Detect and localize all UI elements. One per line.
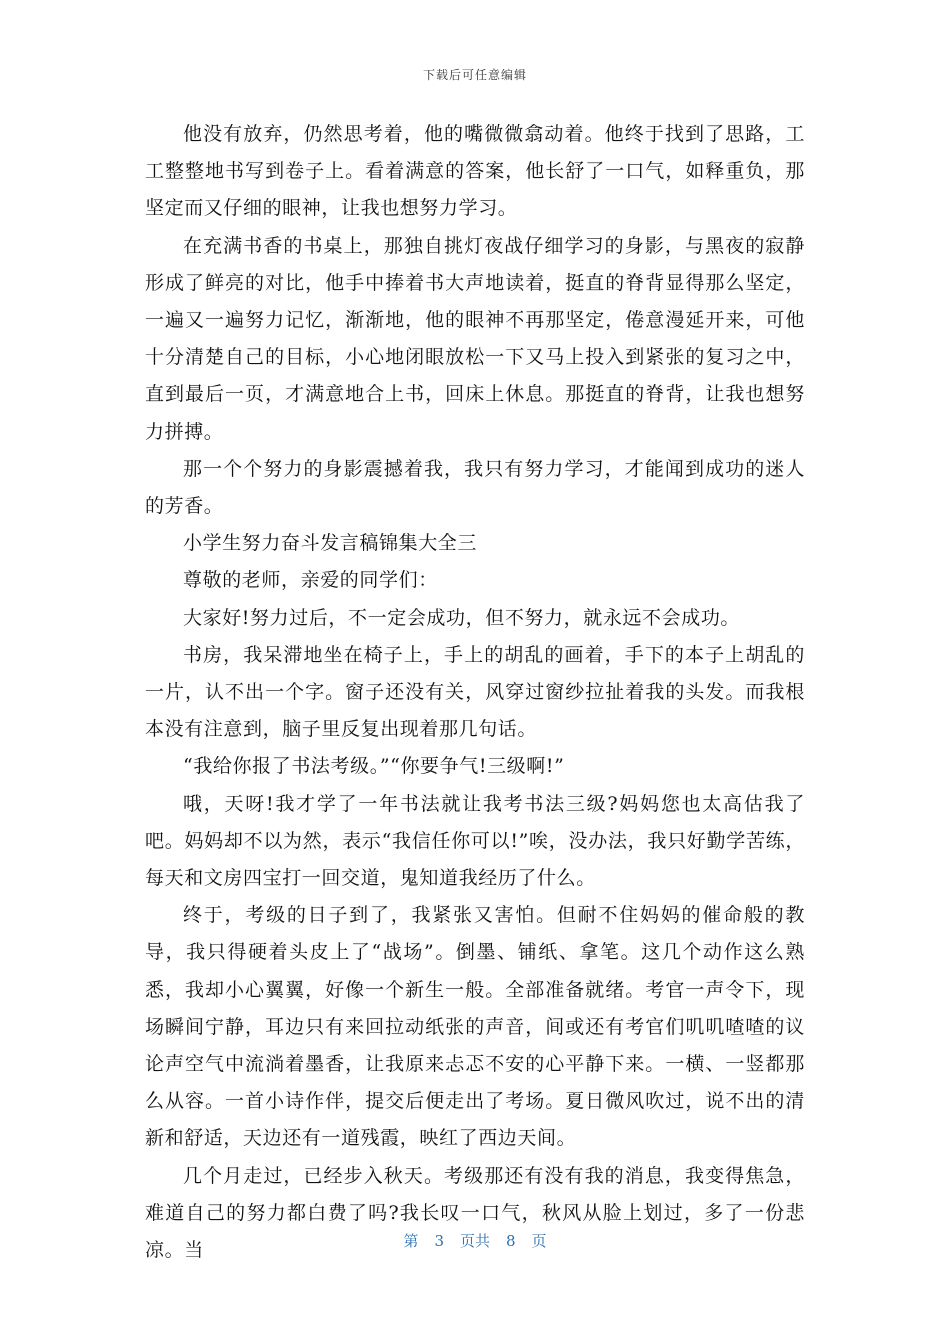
footer-middle: 页共 bbox=[459, 1232, 490, 1250]
paragraph: 几个月走过，已经步入秋天。考级那还有没有我的消息，我变得焦急，难道自己的努力都白费了吗?我长叹一口气，秋风从脸上划过，多了一份悲凉。当 bbox=[145, 1164, 805, 1262]
paragraph: 他没有放弃，仍然思考着，他的嘴微微翕动着。他终于找到了思路，工工整整地书写到卷子上。看着满意的答案，他长舒了一口气，如释重负，那坚定而又仔细的眼神，让我也想努力学习。 bbox=[145, 123, 805, 220]
page-header bbox=[0, 66, 950, 83]
paragraph: 大家好!努力过后，不一定会成功，但不努力，就永远不会成功。 bbox=[183, 606, 741, 629]
paragraph: 终于，考级的日子到了，我紧张又害怕。但耐不住妈妈的催命般的教导，我只得硬着头皮上了“战场”。倒墨、铺纸、拿笔。这几个动作这么熟悉，我却小心翼翼，好像一个新生一般。全部准备就绪。考官一声令下，现场瞬间宁静，耳边只有来回拉动纸张的声音，间或还有考官们叽叽喳喳的议论声空气中流淌着墨香，让我原来忐忑不安的心平静下来。一横、一竖都那么从容。一首小诗作伴，提交后便走出了考场。夏日微风吹过，说不出的清新和舒适，天边还有一道残霞，映红了西边天间。 bbox=[145, 904, 805, 1150]
header-text: 下载后可任意编辑 bbox=[422, 68, 527, 82]
page-footer bbox=[0, 1230, 950, 1251]
salutation: 尊敬的老师，亲爱的同学们： bbox=[183, 569, 438, 592]
paragraph: 在充满书香的书桌上，那独自挑灯夜战仔细学习的身影，与黑夜的寂静形成了鲜亮的对比，他手中捧着书大声地读着，挺直的脊背显得那么坚定，一遍又一遍努力记忆，渐渐地，他的眼神不再那坚定，倦意漫延开来，可他十分清楚自己的目标，小心地闭眼放松一下又马上投入到紧张的复习之中，直到最后一页，才满意地合上书，回床上休息。那挺直的脊背，让我也想努力拼搏。 bbox=[145, 234, 805, 443]
document-body bbox=[145, 116, 805, 1269]
paragraph: “我给你报了书法考级。”“你要争气!三级啊!” bbox=[183, 755, 565, 778]
footer-current-page: 3 bbox=[434, 1232, 444, 1250]
footer-suffix: 页 bbox=[531, 1232, 547, 1250]
footer-prefix: 第 bbox=[403, 1232, 419, 1250]
section-title: 小学生努力奋斗发言稿锦集大全三 bbox=[183, 532, 478, 555]
paragraph: 书房，我呆滞地坐在椅子上，手上的胡乱的画着，手下的本子上胡乱的一片，认不出一个字。窗子还没有关，风穿过窗纱拉扯着我的头发。而我根本没有注意到，脑子里反复出现着那几句话。 bbox=[145, 643, 805, 741]
paragraph: 哦，天呀!我才学了一年书法就让我考书法三级?妈妈您也太高估我了吧。妈妈却不以为然，表示“我信任你可以!”唉，没办法，我只好勤学苦练，每天和文房四宝打一回交道，鬼知道我经历了什么。 bbox=[145, 792, 805, 890]
footer-total-pages: 8 bbox=[506, 1232, 516, 1250]
paragraph: 那一个个努力的身影震撼着我，我只有努力学习，才能闻到成功的迷人的芳香。 bbox=[145, 457, 805, 518]
